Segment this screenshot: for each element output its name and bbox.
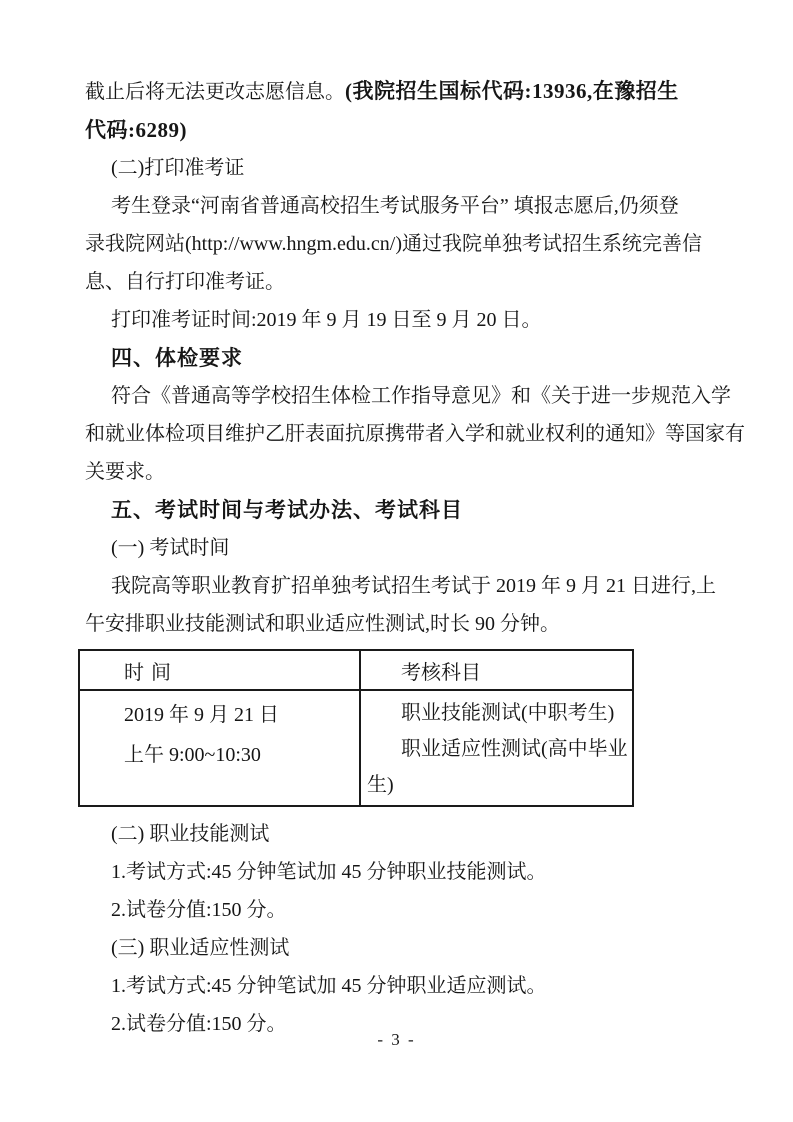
para-deadline-line2: 代码:6289) (85, 118, 187, 142)
exam-schedule-table (78, 649, 634, 807)
line-print-time: 打印准考证时间:2019 年 9 月 19 日至 9 月 20 日。 (111, 309, 542, 331)
para-physical-line1: 符合《普通高等学校招生体检工作指导意见》和《关于进一步规范入学 (111, 385, 731, 407)
para-physical-line2: 和就业体检项目维护乙肝表面抗原携带者入学和就业权利的通知》等国家有 (85, 423, 745, 445)
skill-test-item2: 2.试卷分值:150 分。 (111, 899, 287, 921)
table-header-row (79, 650, 633, 690)
para-login-line2: 录我院网站(http://www.hngm.edu.cn/)通过我院单独考试招生系统完善信 (85, 233, 703, 255)
heading-section5-exam: 五、考试时间与考试办法、考试科目 (111, 498, 463, 522)
skill-test-item1: 1.考试方式:45 分钟笔试加 45 分钟职业技能测试。 (111, 861, 547, 883)
deadline-text: 截止后将无法更改志愿信息。 (85, 81, 345, 103)
para-login-line3: 息、自行打印准考证。 (85, 271, 285, 293)
para-exam-line1: 我院高等职业教育扩招单独考试招生考试于 2019 年 9 月 21 日进行,上 (111, 575, 716, 597)
para-exam-line2: 午安排职业技能测试和职业适应性测试,时长 90 分钟。 (85, 613, 560, 635)
heading-print-ticket: (二)打印准考证 (111, 157, 245, 179)
subject-skill-text: 职业技能测试(中职考生) (401, 702, 615, 724)
exam-hours-text: 上午 9:00~10:30 (124, 744, 261, 766)
heading-section4-physical: 四、体检要求 (111, 346, 243, 370)
subject-adapt-text-line1: 职业适应性测试(高中毕业 (401, 738, 628, 760)
header-cell-time (79, 650, 360, 690)
table-data-row (79, 690, 633, 806)
admission-code-bold-text: (我院招生国标代码:13936,在豫招生 (345, 79, 679, 103)
subheading-skill-test: (二) 职业技能测试 (111, 823, 270, 845)
subheading-adapt-test: (三) 职业适应性测试 (111, 937, 290, 959)
page-number: - 3 - (377, 1030, 416, 1049)
adapt-test-item2: 2.试卷分值:150 分。 (111, 1013, 287, 1035)
cell-exam-time (79, 690, 360, 806)
para-deadline-line1 (85, 72, 721, 111)
subject-adapt-text-line2: 生) (367, 774, 394, 796)
exam-date-text: 2019 年 9 月 21 日 (124, 704, 279, 726)
header-subject-label: 考核科目 (401, 661, 481, 684)
para-login-line1: 考生登录“河南省普通高校招生考试服务平台” 填报志愿后,仍须登 (111, 195, 679, 217)
document-body (85, 72, 745, 1043)
header-time-label: 时 间 (124, 661, 172, 684)
header-cell-subject (360, 650, 633, 690)
cell-exam-subjects (360, 690, 633, 806)
para-physical-line3: 关要求。 (85, 461, 165, 483)
subheading-exam-time: (一) 考试时间 (111, 537, 230, 559)
adapt-test-item1: 1.考试方式:45 分钟笔试加 45 分钟职业适应测试。 (111, 975, 547, 997)
